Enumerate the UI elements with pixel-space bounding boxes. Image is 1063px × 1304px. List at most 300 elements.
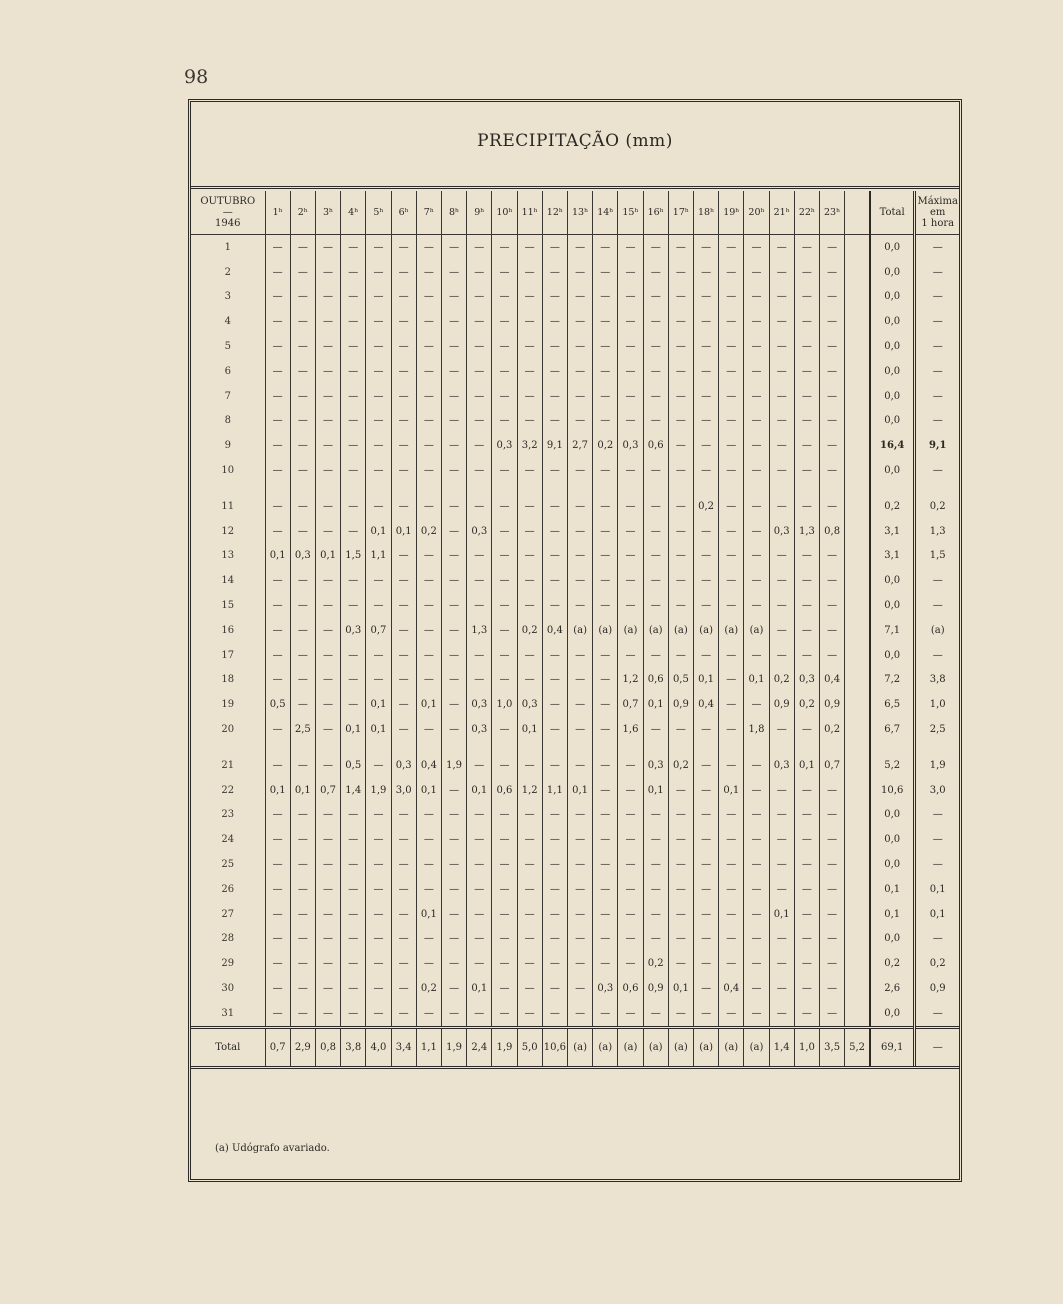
hour-value: — [744, 976, 769, 1001]
hour-value: — [366, 334, 391, 359]
hour-value: — [467, 433, 492, 458]
hour-value: — [265, 852, 290, 877]
hour-value: — [341, 593, 366, 618]
hour-value: — [618, 285, 643, 310]
hour-value: — [416, 483, 441, 519]
hour-value: — [794, 409, 819, 434]
hour-value: — [593, 260, 618, 285]
hour-value: — [567, 309, 592, 334]
hour-value: — [315, 852, 340, 877]
hour-value: — [694, 643, 719, 668]
hour-value-blank [845, 235, 870, 260]
hour-value: — [366, 976, 391, 1001]
day-max: — [915, 927, 959, 952]
hour-value: — [290, 742, 315, 778]
hour-value: — [467, 458, 492, 483]
hour-value: — [315, 519, 340, 544]
hour-header: 12ʰ [542, 191, 567, 235]
hour-value: — [744, 519, 769, 544]
table-row [191, 827, 959, 852]
hour-value: — [694, 778, 719, 803]
hour-value: 1,3 [467, 618, 492, 643]
hour-value: 0,1 [794, 742, 819, 778]
hour-value: — [618, 778, 643, 803]
hour-value-blank [845, 902, 870, 927]
hour-value: — [542, 309, 567, 334]
hour-value: — [542, 409, 567, 434]
hour-value: — [290, 409, 315, 434]
hour-value: — [668, 483, 693, 519]
grand-total: 69,1 [870, 1027, 915, 1067]
hour-header: 2ʰ [290, 191, 315, 235]
hour-value: — [744, 803, 769, 828]
hour-value: — [492, 742, 517, 778]
hour-value: — [315, 668, 340, 693]
hour-header: 11ʰ [517, 191, 542, 235]
hour-value: — [769, 235, 794, 260]
hour-value: — [391, 827, 416, 852]
hour-value: 0,7 [366, 618, 391, 643]
hour-value: 0,1 [341, 717, 366, 742]
hour-value: — [694, 285, 719, 310]
hour-value: — [820, 927, 845, 952]
hour-value: — [467, 803, 492, 828]
hour-value: — [567, 827, 592, 852]
hour-value: 0,9 [769, 692, 794, 717]
hour-value: — [719, 519, 744, 544]
hour-value: — [366, 951, 391, 976]
hour-value: 0,3 [467, 692, 492, 717]
hour-value: — [517, 309, 542, 334]
hour-value: — [567, 927, 592, 952]
hour-total: 3,8 [341, 1027, 366, 1067]
hour-value: — [542, 384, 567, 409]
hour-value: — [719, 593, 744, 618]
day-max: — [915, 852, 959, 877]
hour-value: — [265, 458, 290, 483]
hour-value: — [391, 483, 416, 519]
hour-header: 1ʰ [265, 191, 290, 235]
hour-value: — [593, 384, 618, 409]
day-total: 2,6 [870, 976, 915, 1001]
hour-value: — [265, 384, 290, 409]
month-label: OUTUBRO [200, 196, 256, 207]
max-header-line: 1 hora [921, 218, 955, 229]
hour-value: 0,1 [567, 778, 592, 803]
hour-value: — [668, 877, 693, 902]
day-total: 0,0 [870, 593, 915, 618]
hour-value: — [467, 951, 492, 976]
hour-value: 1,4 [341, 778, 366, 803]
page-number: 98 [184, 66, 209, 88]
hour-value: — [618, 519, 643, 544]
hour-value: — [517, 742, 542, 778]
header-row [191, 191, 959, 235]
hour-value: — [441, 692, 466, 717]
hour-value: — [593, 483, 618, 519]
hour-value: — [517, 260, 542, 285]
hour-value: — [441, 668, 466, 693]
day-total: 7,1 [870, 618, 915, 643]
hour-value: — [593, 334, 618, 359]
day-label: 8 [224, 415, 231, 427]
hour-value: — [315, 692, 340, 717]
hour-value: — [366, 235, 391, 260]
hour-value: — [467, 902, 492, 927]
hour-value-blank [845, 827, 870, 852]
hour-value: — [643, 235, 668, 260]
hour-value: — [517, 976, 542, 1001]
hour-value: — [794, 951, 819, 976]
hour-value: 0,1 [416, 778, 441, 803]
hour-header: 6ʰ [391, 191, 416, 235]
hour-value: — [719, 827, 744, 852]
hour-total: 1,1 [416, 1027, 441, 1067]
hour-value: — [744, 285, 769, 310]
hour-value: — [265, 359, 290, 384]
day-total: 10,6 [870, 778, 915, 803]
hour-value: — [769, 384, 794, 409]
table-row [191, 359, 959, 384]
hour-value: 0,1 [517, 717, 542, 742]
hour-value: — [719, 260, 744, 285]
hour-value: — [794, 852, 819, 877]
day-max: — [915, 309, 959, 334]
hour-value: — [492, 519, 517, 544]
hour-value: — [517, 409, 542, 434]
hour-value: — [593, 827, 618, 852]
hour-value: — [820, 643, 845, 668]
hour-value: — [391, 593, 416, 618]
hour-value: — [668, 902, 693, 927]
hour-value: — [744, 483, 769, 519]
hour-value: 0,2 [416, 976, 441, 1001]
hour-value: — [719, 568, 744, 593]
hour-value: — [290, 643, 315, 668]
day-total: 0,2 [870, 951, 915, 976]
hour-value: 1,8 [744, 717, 769, 742]
hour-value: — [567, 359, 592, 384]
hour-value: — [265, 927, 290, 952]
hour-value: — [265, 1001, 290, 1027]
hour-value: — [719, 334, 744, 359]
table-row [191, 483, 959, 519]
hour-value: 0,6 [643, 433, 668, 458]
hour-value: 0,1 [290, 778, 315, 803]
hour-value: — [265, 235, 290, 260]
hour-total: 1,9 [492, 1027, 517, 1067]
hour-value: — [341, 309, 366, 334]
hour-value: — [416, 359, 441, 384]
hour-value: — [820, 359, 845, 384]
hour-value: — [416, 1001, 441, 1027]
table-row [191, 235, 959, 260]
hour-total: 4,0 [366, 1027, 391, 1067]
hour-value: — [416, 433, 441, 458]
hour-value: 0,3 [290, 544, 315, 569]
day-label: 13 [221, 550, 235, 562]
hour-value: — [618, 235, 643, 260]
hour-value: — [668, 359, 693, 384]
hour-value: — [265, 334, 290, 359]
day-max: 1,3 [915, 519, 959, 544]
day-label: 14 [221, 575, 235, 587]
hour-value: 0,1 [467, 976, 492, 1001]
hour-value: — [820, 433, 845, 458]
hour-value: — [517, 668, 542, 693]
hour-value: — [567, 717, 592, 742]
day-label: 23 [221, 809, 235, 821]
hour-value: — [794, 285, 819, 310]
hour-value: — [719, 951, 744, 976]
day-max: — [915, 235, 959, 260]
hour-value-blank [845, 742, 870, 778]
table-row [191, 409, 959, 434]
table-row [191, 309, 959, 334]
hour-value: — [744, 778, 769, 803]
hour-value: — [719, 643, 744, 668]
hour-value: — [593, 852, 618, 877]
hour-value-blank [845, 692, 870, 717]
hour-value: — [643, 1001, 668, 1027]
hour-value: — [542, 235, 567, 260]
hour-value: — [794, 458, 819, 483]
hour-value: — [744, 359, 769, 384]
hour-value: — [290, 902, 315, 927]
hour-value-blank [845, 803, 870, 828]
hour-value-blank [845, 309, 870, 334]
hour-value: — [744, 568, 769, 593]
hour-value: — [441, 260, 466, 285]
hour-value: — [341, 902, 366, 927]
hour-value: — [441, 778, 466, 803]
hour-value: — [593, 409, 618, 434]
hour-value: — [315, 643, 340, 668]
hour-value: — [719, 927, 744, 952]
day-label: 10 [221, 465, 235, 477]
hour-value: — [618, 1001, 643, 1027]
hour-value: — [668, 593, 693, 618]
hour-value: — [366, 827, 391, 852]
hour-value: — [719, 433, 744, 458]
hour-value: — [517, 458, 542, 483]
hour-value: — [265, 951, 290, 976]
hour-value: — [366, 409, 391, 434]
hour-value: — [668, 260, 693, 285]
hour-total: 0,7 [265, 1027, 290, 1067]
hour-value: 0,1 [416, 692, 441, 717]
hour-value: — [769, 334, 794, 359]
hour-value: — [290, 433, 315, 458]
hour-value: — [769, 433, 794, 458]
hour-total: (a) [567, 1027, 592, 1067]
day-max: 0,9 [915, 976, 959, 1001]
hour-value: — [794, 643, 819, 668]
hour-value: — [567, 519, 592, 544]
hour-value: — [820, 458, 845, 483]
hour-value: — [265, 260, 290, 285]
hour-value: — [441, 409, 466, 434]
hour-value: 0,1 [366, 717, 391, 742]
day-max: 9,1 [915, 433, 959, 458]
hour-value: — [341, 803, 366, 828]
hour-value: — [315, 717, 340, 742]
day-total: 0,0 [870, 458, 915, 483]
hour-value: — [542, 260, 567, 285]
hour-value: (a) [643, 618, 668, 643]
hour-value: — [416, 668, 441, 693]
day-total: 0,0 [870, 260, 915, 285]
table-row [191, 976, 959, 1001]
hour-value: — [567, 643, 592, 668]
day-label: 31 [221, 1007, 235, 1019]
hour-header: 3ʰ [315, 191, 340, 235]
hour-value: — [719, 285, 744, 310]
hour-value: 0,6 [492, 778, 517, 803]
hour-value: — [265, 519, 290, 544]
hour-value: — [290, 951, 315, 976]
hour-value: — [794, 803, 819, 828]
hour-value: — [341, 334, 366, 359]
hour-value: — [391, 260, 416, 285]
hour-value-blank [845, 483, 870, 519]
hour-value: — [366, 593, 391, 618]
table-row [191, 544, 959, 569]
hour-value: — [593, 877, 618, 902]
hour-value: — [744, 877, 769, 902]
hour-value: — [618, 742, 643, 778]
day-label: 2 [224, 266, 231, 278]
table-row [191, 717, 959, 742]
hour-value: — [341, 951, 366, 976]
hour-value: — [492, 852, 517, 877]
hour-value: — [769, 778, 794, 803]
hour-value: — [769, 803, 794, 828]
hour-value: — [441, 235, 466, 260]
day-max: (a) [915, 618, 959, 643]
hour-value: — [366, 483, 391, 519]
hour-value-blank [845, 593, 870, 618]
hour-value: — [290, 803, 315, 828]
hour-value: 0,9 [820, 692, 845, 717]
hour-value-blank [845, 384, 870, 409]
hour-value: — [769, 260, 794, 285]
hour-header: 23ʰ [820, 191, 845, 235]
day-total: 0,0 [870, 852, 915, 877]
hour-value: — [794, 483, 819, 519]
hour-value: — [467, 877, 492, 902]
hour-value: — [492, 334, 517, 359]
hour-value: — [794, 877, 819, 902]
hour-value: 0,2 [416, 519, 441, 544]
hour-value: — [366, 742, 391, 778]
hour-value: — [416, 568, 441, 593]
hour-value: — [441, 618, 466, 643]
hour-value: — [668, 309, 693, 334]
hour-value: 0,1 [416, 902, 441, 927]
hour-value: — [441, 334, 466, 359]
hour-value: — [719, 742, 744, 778]
hour-value: — [391, 976, 416, 1001]
total-header: Total [870, 191, 915, 235]
hour-value: — [441, 359, 466, 384]
hour-value: — [694, 235, 719, 260]
day-total: 16,4 [870, 433, 915, 458]
hour-value: — [467, 643, 492, 668]
hour-value: — [542, 902, 567, 927]
hour-value: — [341, 1001, 366, 1027]
hour-value: — [694, 902, 719, 927]
hour-header: 16ʰ [643, 191, 668, 235]
hour-value: — [265, 643, 290, 668]
hour-value: — [341, 827, 366, 852]
hour-value: — [315, 976, 340, 1001]
hour-value: — [467, 285, 492, 310]
hour-value: — [391, 235, 416, 260]
hour-value: — [618, 409, 643, 434]
day-label: 26 [221, 883, 235, 895]
hour-value: — [315, 334, 340, 359]
hour-total: (a) [719, 1027, 744, 1067]
hour-value: 0,8 [820, 519, 845, 544]
hour-value: — [567, 692, 592, 717]
hour-value: — [668, 285, 693, 310]
hour-value: 0,1 [366, 692, 391, 717]
hour-value: — [794, 309, 819, 334]
hour-total: (a) [694, 1027, 719, 1067]
hour-header: 17ʰ [668, 191, 693, 235]
hour-value: — [643, 544, 668, 569]
hour-value: — [769, 1001, 794, 1027]
table-row [191, 334, 959, 359]
hour-value: — [694, 717, 719, 742]
hour-value: — [668, 827, 693, 852]
hour-value: 1,3 [794, 519, 819, 544]
hour-total: 5,2 [845, 1027, 870, 1067]
hour-value: 0,6 [643, 668, 668, 693]
hour-value: — [694, 458, 719, 483]
hour-value: — [719, 409, 744, 434]
hour-value: — [391, 359, 416, 384]
hour-value: — [769, 643, 794, 668]
hour-value-blank [845, 927, 870, 952]
hour-value: — [794, 334, 819, 359]
table-row [191, 668, 959, 693]
day-label: 9 [224, 440, 231, 452]
hour-value: — [265, 409, 290, 434]
hour-value: — [668, 334, 693, 359]
hour-value: — [467, 409, 492, 434]
hour-value: — [492, 717, 517, 742]
hour-value: — [618, 309, 643, 334]
hour-value: — [744, 742, 769, 778]
hour-value: — [643, 852, 668, 877]
hour-value: — [366, 433, 391, 458]
hour-value: — [517, 593, 542, 618]
hour-value: 0,2 [820, 717, 845, 742]
hour-value: — [366, 458, 391, 483]
hour-value: — [265, 309, 290, 334]
hour-value: — [694, 409, 719, 434]
hour-value: — [416, 877, 441, 902]
hour-value: 0,5 [341, 742, 366, 778]
hour-value: — [744, 334, 769, 359]
hour-value-blank [845, 852, 870, 877]
hour-value: — [441, 285, 466, 310]
hour-value: — [341, 260, 366, 285]
hour-header: 22ʰ [794, 191, 819, 235]
hour-value: — [694, 877, 719, 902]
